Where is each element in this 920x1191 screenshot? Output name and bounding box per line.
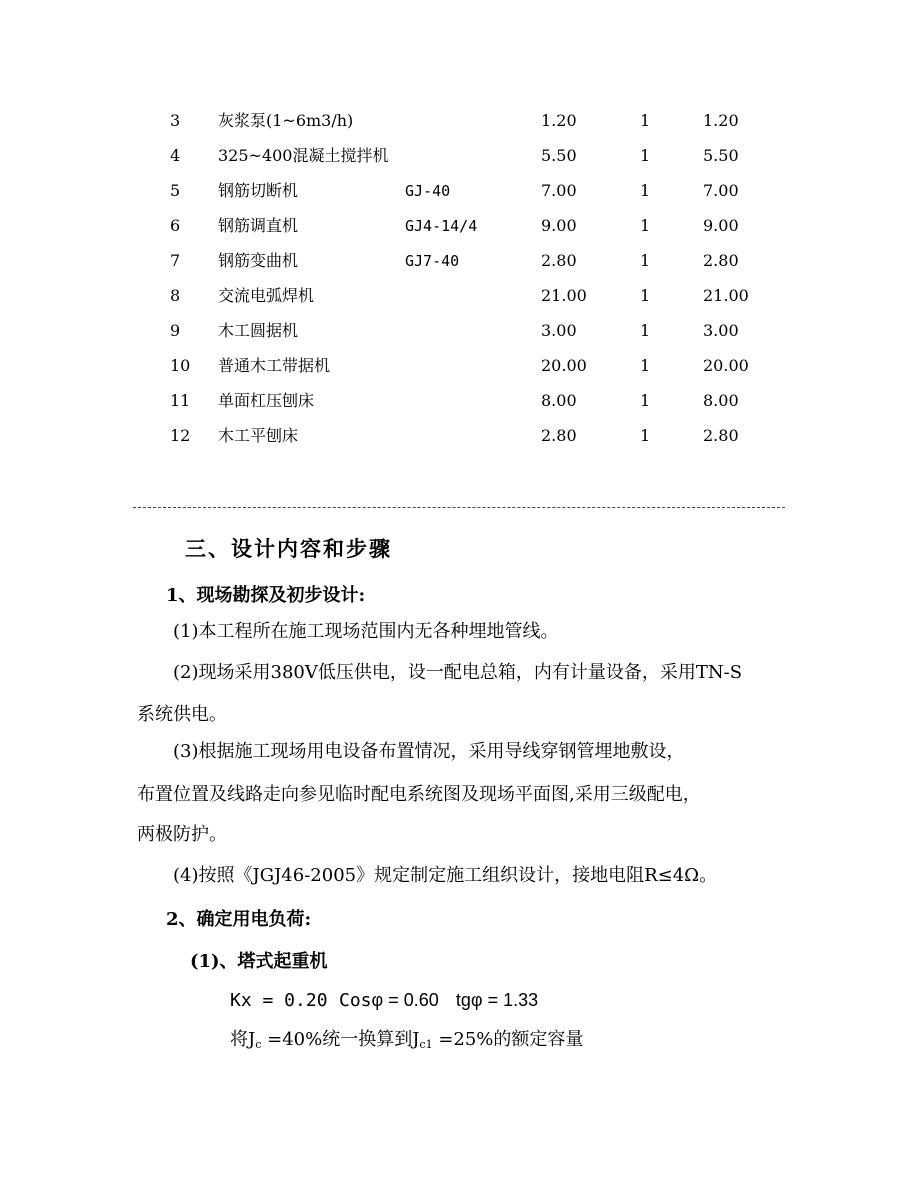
subsection-heading-survey: 1、现场勘探及初步设计: bbox=[166, 585, 366, 606]
row-number: 6 bbox=[170, 216, 181, 235]
equipment-model: GJ-40 bbox=[405, 182, 451, 200]
rated-power: 21.00 bbox=[541, 286, 587, 305]
conversion-text-c: =25%的额定容量 bbox=[432, 1029, 584, 1050]
total-power: 20.00 bbox=[703, 356, 749, 375]
row-number: 9 bbox=[170, 321, 181, 340]
total-power: 5.50 bbox=[703, 146, 739, 165]
table-row bbox=[0, 146, 920, 181]
paragraph-1: (1)本工程所在施工现场范围内无各种埋地管线。 bbox=[173, 621, 559, 642]
row-number: 5 bbox=[170, 181, 181, 200]
conversion-text-b: =40%统一换算到J bbox=[261, 1029, 420, 1050]
paragraph-3-line-3: 两极防护。 bbox=[137, 824, 227, 845]
equipment-name: 钢筋切断机 bbox=[218, 181, 299, 200]
tg-value: tgφ = 1.33 bbox=[455, 990, 539, 1010]
quantity: 1 bbox=[640, 251, 651, 270]
total-power: 7.00 bbox=[703, 181, 739, 200]
total-power: 2.80 bbox=[703, 426, 739, 445]
total-power: 2.80 bbox=[703, 251, 739, 270]
equipment-name: 单面杠压刨床 bbox=[218, 391, 315, 410]
row-number: 12 bbox=[170, 426, 191, 445]
rated-power: 1.20 bbox=[541, 111, 577, 130]
conversion-text-a: 将J bbox=[230, 1029, 256, 1050]
formula-coefficients bbox=[230, 988, 538, 1013]
jc1-subscript: c1 bbox=[419, 1038, 433, 1051]
equipment-name: 325~400混凝土搅拌机 bbox=[218, 146, 389, 165]
total-power: 1.20 bbox=[703, 111, 739, 130]
table-row bbox=[0, 111, 920, 146]
rated-power: 2.80 bbox=[541, 426, 577, 445]
total-power: 21.00 bbox=[703, 286, 749, 305]
table-row bbox=[0, 356, 920, 391]
quantity: 1 bbox=[640, 146, 651, 165]
quantity: 1 bbox=[640, 216, 651, 235]
rated-power: 8.00 bbox=[541, 391, 577, 410]
equipment-name: 木工平刨床 bbox=[218, 426, 299, 445]
subsection-heading-load: 2、确定用电负荷: bbox=[166, 909, 312, 930]
quantity: 1 bbox=[640, 111, 651, 130]
equipment-name: 灰浆泵(1~6m3/h) bbox=[218, 111, 354, 130]
row-number: 11 bbox=[170, 391, 191, 410]
section-heading: 三、设计内容和步骤 bbox=[185, 536, 392, 561]
total-power: 3.00 bbox=[703, 321, 739, 340]
paragraph-3-line-2: 布置位置及线路走向参见临时配电系统图及现场平面图,采用三级配电， bbox=[137, 784, 701, 805]
quantity: 1 bbox=[640, 356, 651, 375]
cos-label: Cos bbox=[339, 990, 372, 1011]
quantity: 1 bbox=[640, 426, 651, 445]
total-power: 8.00 bbox=[703, 391, 739, 410]
row-number: 8 bbox=[170, 286, 181, 305]
paragraph-2-line-2: 系统供电。 bbox=[137, 704, 227, 725]
item-heading-tower-crane: (1)、塔式起重机 bbox=[190, 951, 328, 972]
quantity: 1 bbox=[640, 181, 651, 200]
kx-value: Kx = 0.20 bbox=[230, 990, 328, 1011]
cos-value: φ = 0.60 bbox=[371, 990, 439, 1010]
page-separator bbox=[133, 507, 785, 508]
equipment-name: 普通木工带据机 bbox=[218, 356, 331, 375]
equipment-model: GJ7-40 bbox=[405, 252, 460, 270]
rated-power: 7.00 bbox=[541, 181, 577, 200]
rated-power: 9.00 bbox=[541, 216, 577, 235]
row-number: 10 bbox=[170, 356, 191, 375]
paragraph-3-line-1: (3)根据施工现场用电设备布置情况，采用导线穿钢管埋地敷设， bbox=[173, 741, 685, 762]
quantity: 1 bbox=[640, 391, 651, 410]
rated-power: 20.00 bbox=[541, 356, 587, 375]
table-row bbox=[0, 216, 920, 251]
equipment-model: GJ4-14/4 bbox=[405, 217, 478, 235]
table-row bbox=[0, 181, 920, 216]
row-number: 7 bbox=[170, 251, 181, 270]
table-row bbox=[0, 321, 920, 356]
table-row bbox=[0, 286, 920, 321]
equipment-name: 钢筋调直机 bbox=[218, 216, 299, 235]
rated-power: 2.80 bbox=[541, 251, 577, 270]
jc-subscript: c bbox=[255, 1038, 262, 1051]
paragraph-4: (4)按照《JGJ46-2005》规定制定施工组织设计，接地电阻R≤4Ω。 bbox=[173, 865, 718, 886]
quantity: 1 bbox=[640, 286, 651, 305]
table-row bbox=[0, 251, 920, 286]
equipment-name: 木工圆据机 bbox=[218, 321, 299, 340]
equipment-name: 交流电弧焊机 bbox=[218, 286, 315, 305]
equipment-name: 钢筋变曲机 bbox=[218, 251, 299, 270]
row-number: 3 bbox=[170, 111, 181, 130]
conversion-line bbox=[230, 1028, 583, 1057]
paragraph-2-line-1: (2)现场采用380V低压供电，设一配电总箱，内有计量设备，采用TN-S bbox=[173, 662, 743, 683]
rated-power: 5.50 bbox=[541, 146, 577, 165]
table-row bbox=[0, 426, 920, 461]
rated-power: 3.00 bbox=[541, 321, 577, 340]
total-power: 9.00 bbox=[703, 216, 739, 235]
table-row bbox=[0, 391, 920, 426]
row-number: 4 bbox=[170, 146, 181, 165]
quantity: 1 bbox=[640, 321, 651, 340]
